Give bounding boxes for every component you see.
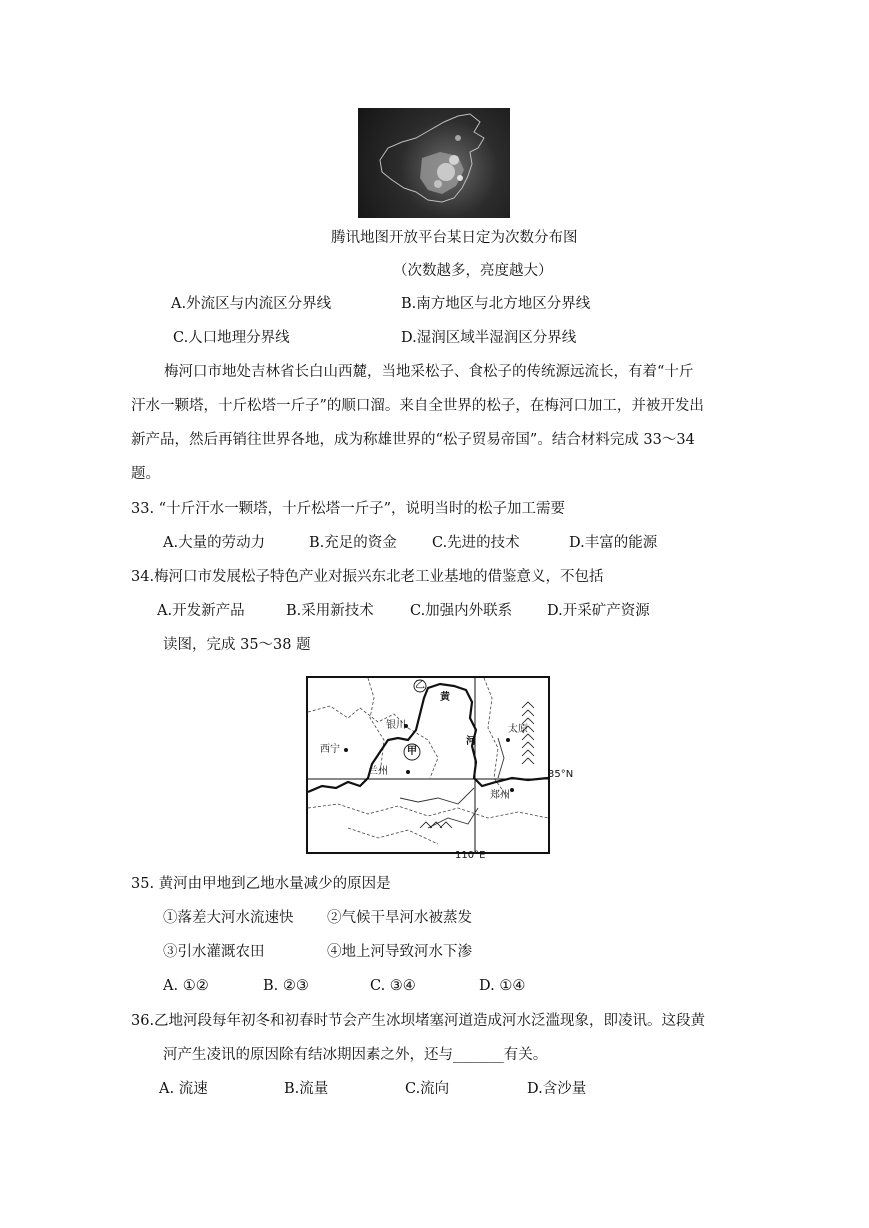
q33-option-c: C.先进的技术 [432, 535, 520, 551]
q33-option-d: D.丰富的能源 [569, 535, 658, 551]
option-b: B.南方地区与北方地区分界线 [401, 296, 591, 312]
passage-line: 汗水一颗塔，十斤松塔一斤子”的顺口溜。来自全世界的松子，在梅河口加工，并被开发出 [131, 398, 704, 414]
q33-option-a: A.大量的劳动力 [163, 535, 266, 551]
q33-option-b: B.充足的资金 [309, 535, 397, 551]
question-34-stem: 34.梅河口市发展松子特色产业对振兴东北老工业基地的借鉴意义，不包括 [131, 569, 604, 585]
map-label-xining: 西宁 [320, 744, 340, 755]
q36-option-d: D.含沙量 [527, 1081, 587, 1097]
map-label-yinchuan: 银川 [386, 720, 406, 731]
q34-option-c: C.加强内外联系 [410, 603, 513, 619]
figure-note: （次数越多，亮度越大） [393, 263, 553, 279]
q35-option-b: B. ②③ [263, 978, 309, 994]
map-label-110e: 110°E [455, 850, 486, 861]
map-label-35n: 35°N [548, 769, 574, 780]
option-c: C.人口地理分界线 [173, 330, 290, 346]
q34-option-a: A.开发新产品 [157, 603, 245, 619]
map-label-huang: 黄 [440, 692, 450, 703]
map-label-zhengzhou: 郑州 [490, 790, 510, 801]
map-label-jia: 甲 [407, 746, 417, 757]
map-label-lanzhou: 兰州 [368, 766, 388, 777]
q36-option-c: C.流向 [405, 1081, 450, 1097]
q35-option-d: D. ①④ [479, 978, 526, 994]
q35-choice-3: ③引水灌溉农田 [163, 944, 265, 960]
q34-option-b: B.采用新技术 [286, 603, 374, 619]
map-label-he: 河 [466, 736, 476, 747]
q35-option-a: A. ①② [163, 978, 209, 994]
option-d: D.湿润区域半湿润区分界线 [401, 330, 577, 346]
map-label-taiyuan: 太原 [508, 724, 528, 735]
passage-line: 梅河口市地处吉林省长白山西麓，当地采松子、食松子的传统源远流长，有着“十斤 [164, 364, 694, 380]
q35-choice-1: ①落差大河水流速快 [163, 910, 294, 926]
question-33-stem: 33. “十斤汗水一颗塔，十斤松塔一斤子”，说明当时的松子加工需要 [131, 501, 565, 517]
q36-option-a: A. 流速 [159, 1081, 208, 1097]
map-label-yi: 乙 [415, 680, 425, 691]
yellow-river-map [306, 676, 550, 854]
q35-choice-2: ②气候干旱河水被蒸发 [327, 910, 472, 926]
q35-choice-4: ④地上河导致河水下渗 [327, 944, 472, 960]
question-36-line2: 河产生凌讯的原因除有结冰期因素之外，还与_______有关。 [163, 1047, 548, 1063]
passage-line: 新产品，然后再销往世界各地，成为称雄世界的“松子贸易帝国”。结合材料完成 33～34 [131, 432, 695, 448]
intro-35-38: 读图，完成 35～38 题 [163, 637, 311, 653]
question-35-stem: 35. 黄河由甲地到乙地水量减少的原因是 [131, 876, 391, 892]
q34-option-d: D.开采矿产资源 [547, 603, 650, 619]
option-a: A.外流区与内流区分界线 [171, 296, 332, 312]
q35-option-c: C. ③④ [370, 978, 416, 994]
figure-caption: 腾讯地图开放平台某日定为次数分布图 [331, 230, 578, 246]
question-36-line1: 36.乙地河段每年初冬和初春时节会产生冰坝堵塞河道造成河水泛滥现象，即凌讯。这段黄 [131, 1013, 706, 1029]
china-light-map-image [358, 108, 510, 218]
passage-line: 题。 [131, 466, 160, 482]
q36-option-b: B.流量 [284, 1081, 329, 1097]
